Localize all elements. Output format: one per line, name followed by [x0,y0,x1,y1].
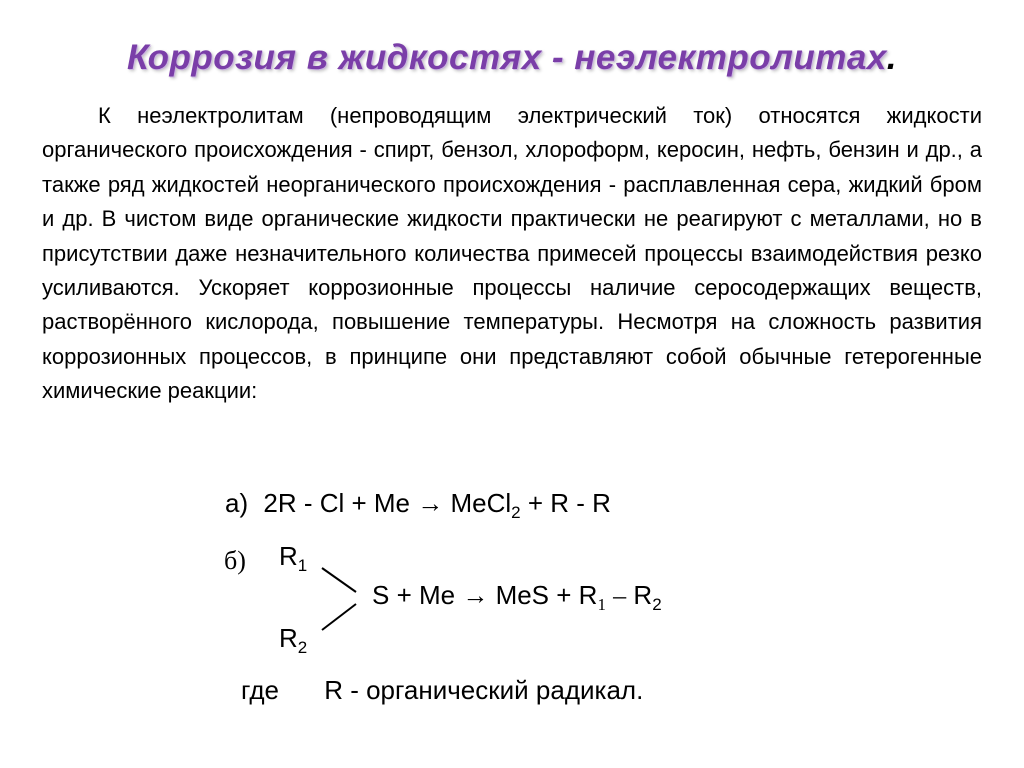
reaction-b-r2-sub: 2 [297,638,308,657]
radical-note-where: где [241,675,279,705]
reaction-a-label: а) [225,488,249,518]
reaction-b-product-sub-2: 2 [652,595,662,614]
slide-title-text: Коррозия в жидкостях - неэлектролитах [126,38,887,77]
reaction-b-r1-sub: 1 [297,556,308,575]
reaction-b-r1 [279,541,307,576]
reaction-a-product-2: + R - R [527,488,611,518]
slide-title-dot: . [886,38,898,77]
reaction-b-branch-lower [322,604,356,630]
reaction-a-arrow: → [417,489,444,518]
reaction-b-product: MeS + R [495,580,598,610]
reaction-b-arrow: → [462,581,489,610]
radical-note-text: R - органический радикал. [324,675,644,705]
reaction-b-product-sub-1: 1 [597,595,606,614]
reaction-b-r2-symbol: R [279,623,298,653]
reaction-b-product-2: R [633,580,653,610]
reaction-b-label: б) [224,546,246,575]
reaction-b-branch-lines [320,560,360,640]
reaction-b-r1-symbol: R [279,541,298,571]
reaction-a-product-1-sub: 2 [511,503,521,522]
body-paragraph: К неэлектролитам (непроводящим электрический ток) относятся жидкости органического происхождения - спирт, бензол, хлороформ, керосин, нефть, бензин и др., а также ряд жидкостей неорганического происхождения - расплавленная сера, жидкий бром и др. В чистом виде органические жидкости практически не реагируют с металлами, но в присутствии даже незначительного количества примесей процессы взаимодействия резко усиливаются. Ускоряет коррозионные процессы наличие серосодержащих веществ, растворённого кислорода, повышение температуры. Несмотря на сложность развития коррозионных процессов, в принципе они представляют собой обычные гетерогенные химические реакции: [42,103,982,404]
reaction-a [225,488,611,523]
reaction-b-lhs: S + Me [372,580,456,610]
reaction-b-equation [372,580,662,615]
radical-note [241,675,643,706]
reaction-a-product-1: MeCl [450,488,512,518]
reaction-b-dash: – [613,581,627,610]
reaction-b-r2 [279,623,307,658]
slide-title [0,38,1024,78]
reaction-a-lhs: 2R - Cl + Me [263,488,411,518]
reaction-b-branch-upper [322,568,356,592]
